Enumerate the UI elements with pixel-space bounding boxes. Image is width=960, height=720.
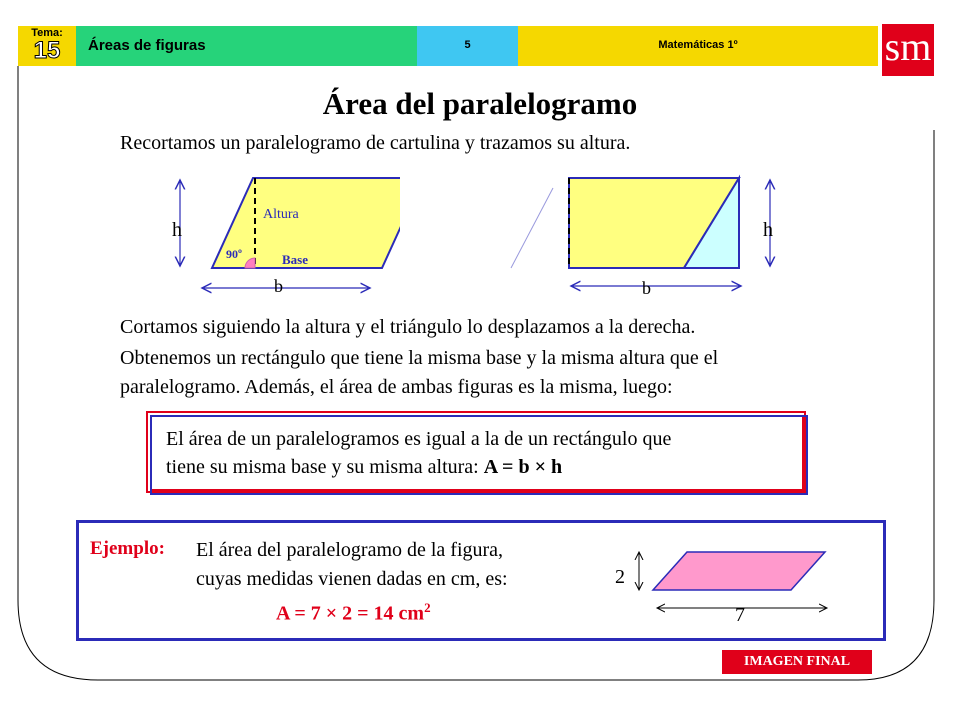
result-paragraph-line1: Obtenemos un rectángulo que tiene la misma base y la misma altura que el — [120, 347, 719, 369]
result-paragraph-line2: paralelogramo. Además, el área de ambas figuras es la misma, luego: — [120, 376, 673, 398]
example-parallelogram-shape — [653, 552, 825, 590]
rectangle-figure — [505, 168, 795, 298]
page-number-bar — [417, 26, 518, 66]
tema-number: 15 — [33, 37, 61, 64]
fig1-angle-label: 90º — [226, 247, 242, 261]
rule-box — [150, 415, 808, 495]
example-formula-sup: 2 — [424, 600, 431, 615]
fig1-altura-label: Altura — [263, 207, 299, 222]
sm-logo: sm — [882, 24, 934, 76]
example-formula-text: A = 7 × 2 = 14 cm — [276, 602, 425, 625]
tema-badge — [18, 26, 76, 66]
fig1-base-label: Base — [282, 252, 308, 267]
imagen-final-button[interactable]: IMAGEN FINAL — [722, 650, 872, 674]
ghost-edge-line — [511, 188, 553, 268]
example-parallelogram-figure — [605, 540, 845, 630]
tema-label: Tema: — [31, 27, 63, 39]
example-formula — [276, 600, 431, 626]
fig1-b-label: b — [274, 276, 283, 296]
section-title-bar — [76, 26, 417, 66]
course-bar — [518, 26, 878, 66]
parallelogram-figure — [160, 168, 400, 298]
example-label: Ejemplo: — [90, 538, 165, 559]
rule-formula: A = b × h — [483, 456, 563, 478]
fig1-h-label: h — [172, 219, 182, 241]
page-number: 5 — [464, 39, 471, 51]
example-line1: El área del paralelogramo de la figura, — [196, 539, 504, 561]
rule-line2 — [166, 453, 562, 482]
example-height-value: 2 — [615, 566, 625, 588]
rule-line1: El área de un paralelogramos es igual a la de un rectángulo que — [166, 428, 672, 450]
fig2-h-label: h — [763, 219, 773, 241]
fig2-b-label: b — [642, 278, 651, 298]
example-base-value: 7 — [735, 604, 745, 626]
example-line2: cuyas medidas vienen dadas en cm, es: — [196, 568, 508, 590]
intro-text: Recortamos un paralelogramo de cartulina y trazamos su altura. — [120, 132, 631, 154]
rule-line2-text: tiene su misma base y su misma altura: — [166, 456, 484, 478]
course-name: Matemáticas 1º — [658, 39, 738, 51]
page-title: Área del paralelogramo — [322, 86, 638, 121]
cut-paragraph: Cortamos siguiendo la altura y el triángulo lo desplazamos a la derecha. — [120, 316, 696, 338]
section-title: Áreas de figuras — [88, 37, 206, 54]
